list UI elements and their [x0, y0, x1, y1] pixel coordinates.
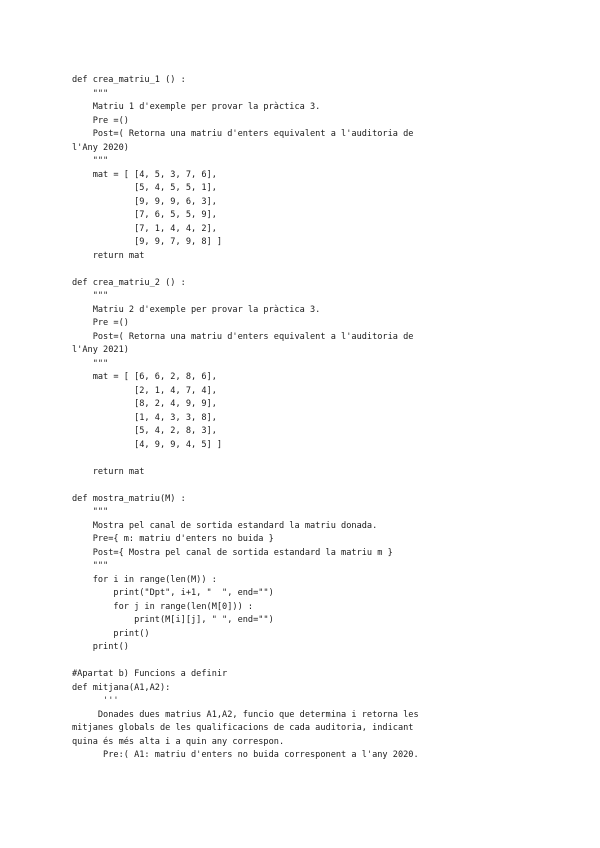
code-line: def mitjana(A1,A2):: [72, 682, 171, 693]
code-line: return mat: [72, 250, 145, 261]
code-line: Post=( Retorna una matriu d'enters equivalent a l'auditoria de: [72, 129, 414, 139]
code-line: mat = [ [4, 5, 3, 7, 6],: [72, 169, 217, 180]
code-listing: [72, 74, 512, 763]
code-line: Pre =(): [72, 115, 129, 126]
code-line: Donades dues matrius A1,A2, funcio que determina i retorna les: [72, 709, 419, 720]
code-line: print(M[i][j], " ", end=""): [72, 615, 274, 625]
code-line: [8, 2, 4, 9, 9],: [72, 399, 217, 409]
code-line: Matriu 1 d'exemple per provar la pràctica 3.: [72, 102, 321, 112]
code-line: l'Any 2021): [72, 345, 129, 355]
code-line: [72, 452, 512, 466]
code-line: [72, 655, 512, 669]
code-line: [9, 9, 9, 6, 3],: [72, 196, 217, 207]
code-line: print(): [72, 628, 150, 639]
code-line: Mostra pel canal de sortida estandard la matriu donada.: [72, 520, 378, 531]
code-line: """: [72, 358, 109, 369]
code-line: Pre =(): [72, 318, 129, 328]
code-line: print("Dpt", i+1, " ", end=""): [72, 588, 274, 598]
code-line: Matriu 2 d'exemple per provar la pràctica 3.: [72, 304, 321, 315]
code-line: def crea_matriu_2 () :: [72, 277, 186, 288]
code-line: mitjanes globals de les qualificacions de cada auditoria, indicant: [72, 723, 414, 733]
code-line: """: [72, 291, 109, 301]
code-line: """: [72, 561, 109, 571]
code-line: [5, 4, 2, 8, 3],: [72, 426, 217, 436]
code-line: def mostra_matriu(M) :: [72, 493, 186, 504]
code-line: [9, 9, 7, 9, 8] ]: [72, 237, 223, 247]
code-line: [72, 479, 512, 493]
code-line: quina és més alta i a quin any correspon.: [72, 736, 285, 747]
code-line: [7, 1, 4, 4, 2],: [72, 223, 217, 234]
code-line: #Apartat b) Funcions a definir: [72, 669, 228, 679]
code-line: Pre={ m: matriu d'enters no buida }: [72, 534, 274, 544]
code-line: l'Any 2020): [72, 142, 129, 153]
code-line: [5, 4, 5, 5, 1],: [72, 183, 217, 193]
code-line: [1, 4, 3, 3, 8],: [72, 412, 217, 423]
code-line: """: [72, 88, 109, 99]
code-line: [4, 9, 9, 4, 5] ]: [72, 439, 223, 450]
code-line: for i in range(len(M)) :: [72, 574, 217, 585]
code-line: return mat: [72, 466, 145, 477]
code-line: [2, 1, 4, 7, 4],: [72, 385, 217, 396]
code-line: for j in range(len(M[0])) :: [72, 601, 254, 612]
code-line: """: [72, 156, 109, 166]
code-line: mat = [ [6, 6, 2, 8, 6],: [72, 372, 217, 382]
code-line: [72, 263, 512, 277]
code-line: def crea_matriu_1 () :: [72, 75, 186, 85]
code-line: [7, 6, 5, 5, 9],: [72, 210, 217, 220]
code-line: """: [72, 507, 109, 517]
code-line: ''': [72, 696, 119, 706]
code-line: Post=( Retorna una matriu d'enters equivalent a l'auditoria de: [72, 331, 414, 342]
code-line: Post={ Mostra pel canal de sortida estandard la matriu m }: [72, 547, 393, 558]
code-line: Pre:( A1: matriu d'enters no buida corresponent a l'any 2020.: [72, 750, 419, 760]
code-line: print(): [72, 642, 129, 652]
